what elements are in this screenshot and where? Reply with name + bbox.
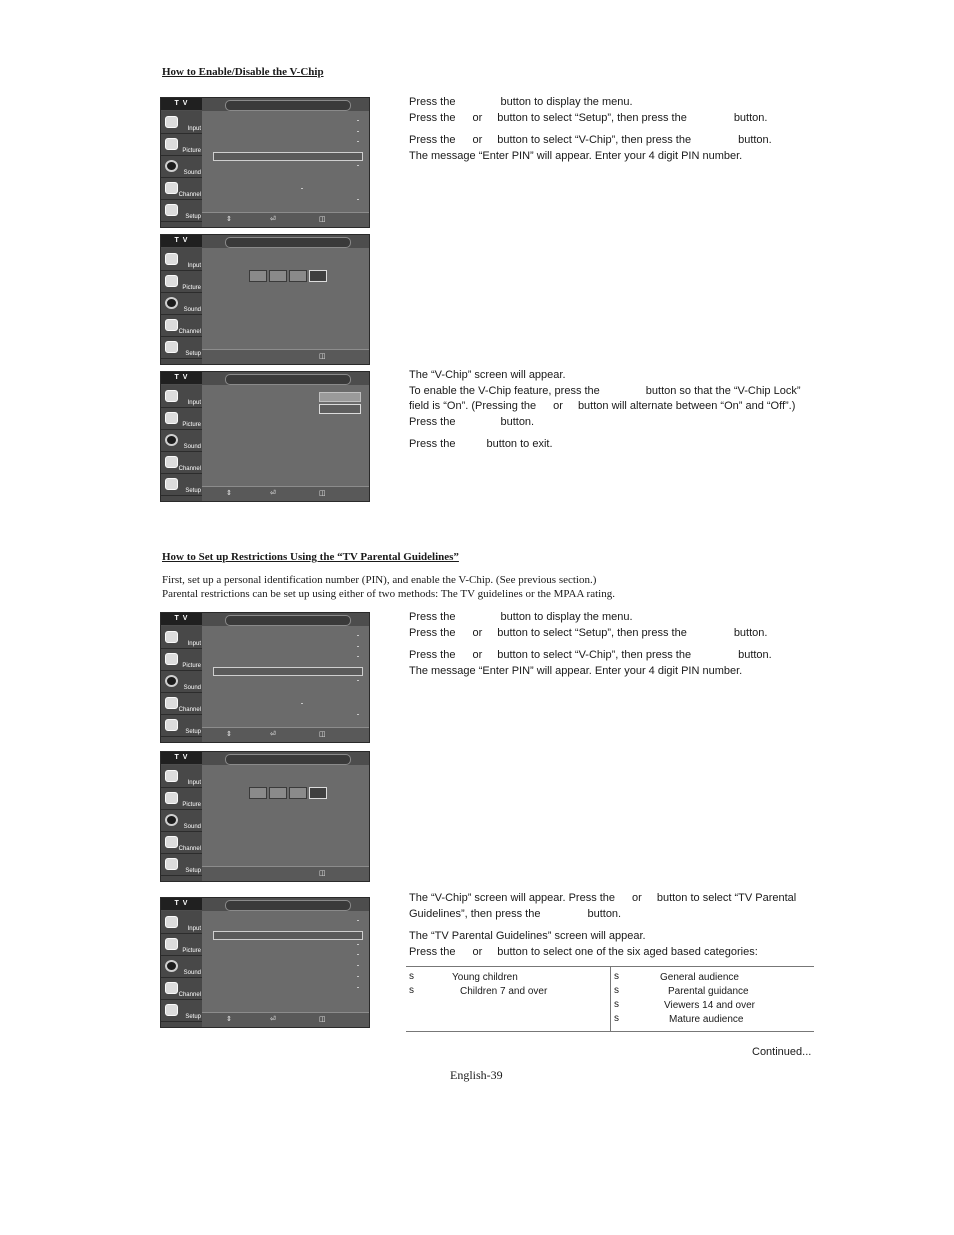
menu-sidebar — [161, 911, 202, 1027]
sidebar-item-input[interactable]: Input — [161, 114, 202, 134]
tv-tab: T V — [161, 98, 202, 110]
tv-tab: T V — [161, 613, 202, 625]
return-icon: ◫ — [319, 731, 326, 738]
tv-vchip-list-screen — [160, 897, 370, 1028]
menu-sidebar — [161, 385, 202, 501]
tv-tab: T V — [161, 752, 202, 764]
rating-viewers-14: Viewers 14 and over — [664, 1000, 755, 1011]
continued-label: Continued... — [752, 1046, 812, 1058]
section2-step3: The “V-Chip” screen will appear. Press the or button to select “TV Parental Guidelines”, then press the button. The “TV Parental Guidelines” screen will appear. Press the or button to select one of the six aged based categories: — [409, 892, 797, 958]
menu-title-bar — [225, 100, 351, 111]
menu-title-bar — [225, 900, 351, 911]
sidebar-item-setup[interactable]: Setup — [161, 476, 202, 496]
tv-menu-setup-screen-2 — [160, 612, 370, 743]
menu-sidebar — [161, 111, 202, 227]
enter-icon: ⏎ — [270, 1016, 276, 1023]
sidebar-item-setup[interactable]: Setup — [161, 856, 202, 876]
move-icon: ⇕ — [226, 731, 232, 738]
setup-icon — [165, 719, 178, 731]
sidebar-item-picture[interactable]: Picture — [161, 936, 202, 956]
sidebar-item-setup[interactable]: Setup — [161, 1002, 202, 1022]
channel-icon — [165, 982, 178, 994]
tv-tab: T V — [161, 235, 202, 247]
menu-bottom-bar — [202, 349, 369, 364]
sidebar-item-input[interactable]: Input — [161, 914, 202, 934]
sidebar-item-channel[interactable]: Channel — [161, 980, 202, 1000]
tv-pin-screen-2 — [160, 751, 370, 882]
return-icon: ◫ — [319, 870, 326, 877]
input-icon — [165, 631, 178, 643]
move-icon: ⇕ — [226, 490, 232, 497]
menu-sidebar — [161, 626, 202, 742]
pin-digit-4[interactable] — [309, 787, 327, 799]
enter-icon: ⏎ — [270, 216, 276, 223]
sidebar-item-channel[interactable]: Channel — [161, 454, 202, 474]
move-icon: ⇕ — [226, 1016, 232, 1023]
picture-icon — [165, 938, 178, 950]
menu-sidebar — [161, 248, 202, 364]
return-icon: ◫ — [319, 490, 326, 497]
sidebar-item-picture[interactable]: Picture — [161, 651, 202, 671]
enter-icon: ⏎ — [270, 490, 276, 497]
sound-icon — [165, 434, 178, 446]
sound-icon — [165, 814, 178, 826]
picture-icon — [165, 412, 178, 424]
menu-bottom-bar — [202, 727, 369, 742]
vchip-option-on[interactable] — [319, 392, 361, 402]
picture-icon — [165, 653, 178, 665]
rating-general-audience: General audience — [660, 972, 739, 983]
menu-bottom-bar — [202, 486, 369, 501]
menu-sidebar — [161, 765, 202, 881]
sidebar-item-sound[interactable]: Sound — [161, 958, 202, 978]
pin-digit-1[interactable] — [249, 270, 267, 282]
return-icon: ◫ — [319, 353, 326, 360]
sidebar-item-sound[interactable]: Sound — [161, 432, 202, 452]
sidebar-item-channel[interactable]: Channel — [161, 695, 202, 715]
channel-icon — [165, 836, 178, 848]
pin-digit-2[interactable] — [269, 270, 287, 282]
setup-icon — [165, 478, 178, 490]
sidebar-item-picture[interactable]: Picture — [161, 273, 202, 293]
menu-highlight-vchip[interactable] — [213, 667, 363, 676]
section2-heading: How to Set up Restrictions Using the “TV Parental Guidelines” — [162, 551, 459, 563]
rating-col-left: s Young children s Children 7 and over — [409, 971, 548, 997]
input-icon — [165, 116, 178, 128]
rating-col-right: s General audience s Parental guidance s Viewers 14 and over s Mature audience — [610, 967, 814, 1031]
picture-icon — [165, 792, 178, 804]
section1-step4: Press the button to exit. — [409, 438, 553, 450]
rating-young-children: Young children — [452, 972, 518, 983]
sidebar-item-picture[interactable]: Picture — [161, 136, 202, 156]
sound-icon — [165, 297, 178, 309]
tv-tab: T V — [161, 898, 202, 910]
sidebar-item-setup[interactable]: Setup — [161, 717, 202, 737]
section1-step2: Press the or button to select “V-Chip”, then press the button. The message “Enter PIN” will appear. Enter your 4 digit PIN number. — [409, 134, 772, 162]
setup-icon — [165, 858, 178, 870]
pin-digit-2[interactable] — [269, 787, 287, 799]
tv-tab: T V — [161, 372, 202, 384]
pin-digit-3[interactable] — [289, 270, 307, 282]
picture-icon — [165, 275, 178, 287]
tv-menu-setup-screen — [160, 97, 370, 228]
channel-icon — [165, 456, 178, 468]
rating-parental-guidance: Parental guidance — [668, 986, 749, 997]
page-number: English-39 — [450, 1068, 503, 1082]
pin-digit-1[interactable] — [249, 787, 267, 799]
vchip-option-off[interactable] — [319, 404, 361, 414]
channel-icon — [165, 697, 178, 709]
input-icon — [165, 253, 178, 265]
section1-heading: How to Enable/Disable the V-Chip — [162, 66, 324, 78]
sidebar-item-sound[interactable]: Sound — [161, 158, 202, 178]
menu-highlight-tv-parental[interactable] — [213, 931, 363, 940]
input-icon — [165, 916, 178, 928]
rating-mature-audience: Mature audience — [669, 1014, 744, 1025]
picture-icon — [165, 138, 178, 150]
pin-digit-4[interactable] — [309, 270, 327, 282]
sidebar-item-setup[interactable]: Setup — [161, 202, 202, 222]
input-icon — [165, 770, 178, 782]
sidebar-item-setup[interactable]: Setup — [161, 339, 202, 359]
sidebar-item-channel[interactable]: Channel — [161, 317, 202, 337]
sound-icon — [165, 960, 178, 972]
sidebar-item-channel[interactable]: Channel — [161, 180, 202, 200]
section2-step1: Press the button to display the menu. Press the or button to select “Setup”, then press the button. — [409, 611, 768, 639]
menu-bottom-bar — [202, 1012, 369, 1027]
menu-title-bar — [225, 754, 351, 765]
sidebar-item-channel[interactable]: Channel — [161, 834, 202, 854]
return-icon: ◫ — [319, 216, 326, 223]
sidebar-item-picture[interactable]: Picture — [161, 790, 202, 810]
channel-icon — [165, 319, 178, 331]
rating-category-table — [406, 966, 814, 1032]
tv-pin-screen — [160, 234, 370, 365]
sidebar-item-sound[interactable]: Sound — [161, 812, 202, 832]
setup-icon — [165, 204, 178, 216]
menu-bottom-bar — [202, 212, 369, 227]
sidebar-item-input[interactable]: Input — [161, 388, 202, 408]
sidebar-item-sound[interactable]: Sound — [161, 295, 202, 315]
sidebar-item-picture[interactable]: Picture — [161, 410, 202, 430]
sidebar-item-input[interactable]: Input — [161, 768, 202, 788]
sidebar-item-input[interactable]: Input — [161, 251, 202, 271]
channel-icon — [165, 182, 178, 194]
pin-digit-3[interactable] — [289, 787, 307, 799]
return-icon: ◫ — [319, 1016, 326, 1023]
section1-step1: Press the button to display the menu. Press the or button to select “Setup”, then press the button. — [409, 96, 768, 124]
sidebar-item-input[interactable]: Input — [161, 629, 202, 649]
sidebar-item-sound[interactable]: Sound — [161, 673, 202, 693]
setup-icon — [165, 341, 178, 353]
section1-step3: The “V-Chip” screen will appear. To enable the V-Chip feature, press the button so that the “V-Chip Lock” field is “On”. (Pressing the or button will alternate between “On” and “Off”.) Press the button. — [409, 369, 801, 428]
setup-icon — [165, 1004, 178, 1016]
menu-highlight-vchip[interactable] — [213, 152, 363, 161]
section2-intro: First, set up a personal identification number (PIN), and enable the V-Chip. (See previous section.) Parental restrictions can be set up using either of two methods: The TV guidelines or the MPAA rating. — [162, 574, 615, 600]
menu-title-bar — [225, 237, 351, 248]
rating-children-7: Children 7 and over — [460, 986, 548, 997]
menu-bottom-bar — [202, 866, 369, 881]
sound-icon — [165, 160, 178, 172]
enter-icon: ⏎ — [270, 731, 276, 738]
move-icon: ⇕ — [226, 216, 232, 223]
input-icon — [165, 390, 178, 402]
menu-title-bar — [225, 374, 351, 385]
sound-icon — [165, 675, 178, 687]
tv-vchip-screen — [160, 371, 370, 502]
menu-title-bar — [225, 615, 351, 626]
section2-step2: Press the or button to select “V-Chip”, then press the button. The message “Enter PIN” will appear. Enter your 4 digit PIN number. — [409, 649, 772, 677]
